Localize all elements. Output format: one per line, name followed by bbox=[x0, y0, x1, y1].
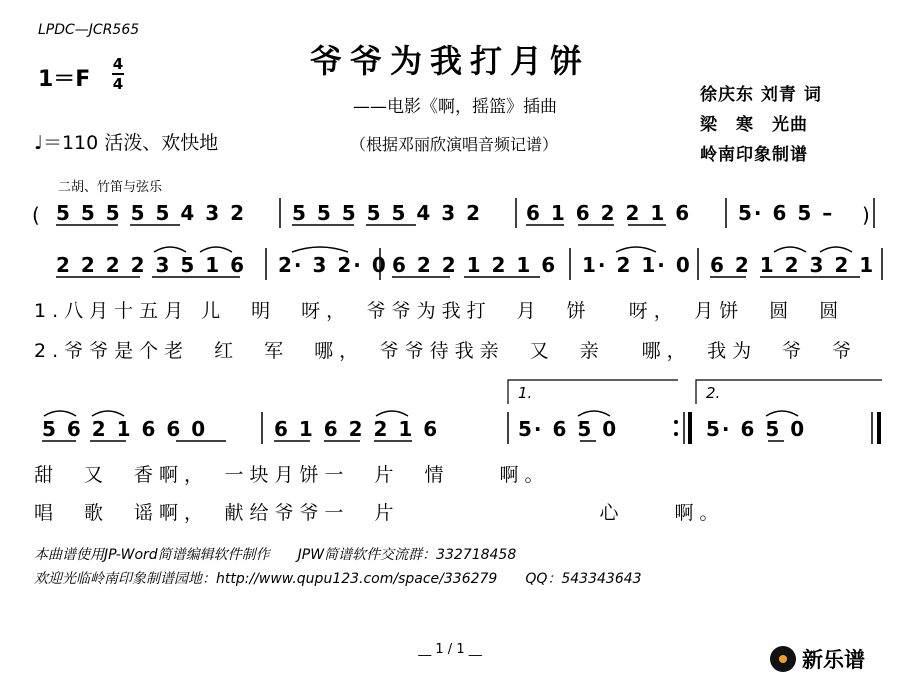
score-code: LPDC—JCR565 bbox=[38, 22, 140, 38]
transcription-note: （根据邓丽欣演唱音频记谱） bbox=[349, 135, 558, 154]
measure-2-5: 6 2 1 2 3 2 1 bbox=[710, 253, 876, 277]
open-paren: ( bbox=[32, 203, 40, 227]
measure-2-4: 1· 2 1· 0 bbox=[582, 253, 692, 277]
record-disc-icon bbox=[770, 646, 796, 672]
measure-3-3: 5· 6 5 0 bbox=[518, 417, 619, 441]
volta-bracket-1 bbox=[508, 380, 678, 404]
measure-3-2: 6 1 6 2 2 1 6 bbox=[274, 417, 440, 441]
arranger-credit: 岭南印象制谱 bbox=[700, 145, 808, 165]
instrument-note: 二胡、竹笛与弦乐 bbox=[58, 180, 163, 195]
measure-1-1: 5 5 5 5 5 4 3 2 bbox=[56, 201, 247, 225]
measure-1-3: 6 1 6 2 2 1 6 bbox=[526, 201, 692, 225]
measure-3-4: 5· 6 5 0 bbox=[706, 417, 807, 441]
song-title: 爷爷为我打月饼 bbox=[309, 42, 590, 80]
time-bottom: 4 bbox=[112, 75, 124, 93]
notation-line-3 bbox=[30, 378, 890, 454]
song-subtitle: ——电影《啊，摇篮》插曲 bbox=[353, 97, 557, 117]
lyrics-verse1-line2: 甜 又 香啊， 一块月饼一 片 情 啊。 bbox=[34, 464, 550, 486]
time-top: 4 bbox=[112, 55, 124, 73]
lyricist-credit: 徐庆东 刘青 词 bbox=[700, 85, 822, 105]
lyrics-verse1-line1: 1.八月十五月 儿 明 呀， 爷爷为我打 月 饼 呀， 月饼 圆 圆 bbox=[34, 300, 845, 322]
page-number: __ 1 / 1 __ bbox=[418, 642, 482, 657]
repeat-sign bbox=[674, 412, 690, 444]
tempo-marking bbox=[34, 128, 218, 155]
software-credit: 本曲谱使用JP-Word简谱编辑软件制作 JPW简谱软件交流群：332718458 bbox=[34, 547, 517, 563]
measure-1-4: 5· 6 5 – bbox=[738, 201, 835, 225]
volta-bracket-2 bbox=[696, 380, 882, 404]
composer-credit: 梁 寒 光曲 bbox=[700, 115, 808, 135]
close-paren: ) bbox=[862, 203, 870, 227]
measure-3-1: 5 6 2 1 6 6 0 bbox=[42, 417, 208, 441]
measure-2-3: 6 2 2 1 2 1 6 bbox=[392, 253, 558, 277]
volta-2-label: 2. bbox=[706, 384, 721, 402]
measure-1-2: 5 5 5 5 5 4 3 2 bbox=[292, 201, 483, 225]
measure-2-2: 2· 3 2· 0 bbox=[278, 253, 388, 277]
notation-line-1 bbox=[30, 192, 890, 240]
lyrics-verse2-line1: 2.爷爷是个老 红 军 哪， 爷爷待我亲 又 亲 哪， 我为 爷 爷 bbox=[34, 340, 858, 362]
site-logo[interactable] bbox=[770, 644, 865, 674]
key-signature: 1＝F bbox=[38, 67, 91, 92]
final-barline bbox=[872, 412, 879, 444]
tempo-text: ＝110 活泼、欢快地 bbox=[42, 132, 219, 154]
lyrics-verse2-line2: 唱 歌 谣啊， 献给爷爷一 片 心 啊。 bbox=[34, 502, 725, 524]
time-signature bbox=[112, 56, 124, 92]
measure-2-1: 2 2 2 2 3 5 1 6 bbox=[56, 253, 247, 277]
quarter-note-icon: ♩ bbox=[34, 132, 43, 154]
website-credit: 欢迎光临岭南印象制谱园地：http://www.qupu123.com/space/336279 QQ：543343643 bbox=[34, 571, 642, 587]
notation-line-2 bbox=[30, 242, 890, 290]
volta-1-label: 1. bbox=[518, 384, 533, 402]
logo-text: 新乐谱 bbox=[802, 648, 865, 672]
